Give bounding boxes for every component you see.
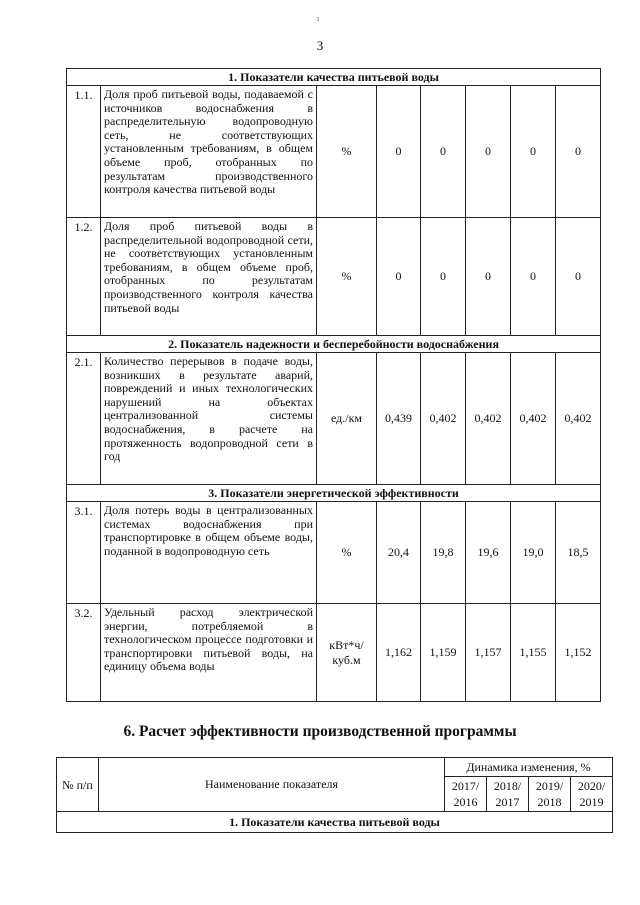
section-row xyxy=(67,69,601,86)
value-cell: 0 xyxy=(421,218,466,336)
value-cell: 0 xyxy=(466,218,511,336)
section-row xyxy=(67,485,601,502)
row-number: 3.2. xyxy=(67,604,101,702)
row-number: 3.1. xyxy=(67,502,101,604)
value-cell: 0,402 xyxy=(511,353,556,485)
value-cell: 0,439 xyxy=(377,353,421,485)
indicator-name: Количество перерывов в подаче воды, возникших в результате аварий, повреждений и иных технологических нарушений на объектах централизованной системы водоснабжения, в расчете на протяженность водопроводной сети в год xyxy=(101,353,317,485)
value-cell: 20,4 xyxy=(377,502,421,604)
row-number: 2.1. xyxy=(67,353,101,485)
value-cell: 1,162 xyxy=(377,604,421,702)
efficiency-table xyxy=(56,757,613,833)
indicator-name: Удельный расход электрической энергии, потребляемой в технологическом процессе подготовки и транспортировки питьевой воды, на единицу объема воды xyxy=(101,604,317,702)
page-number: 3 xyxy=(316,38,324,53)
dynamics-header: Динамика изменения, % xyxy=(445,758,613,777)
section-title: 1. Показатели качества питьевой воды xyxy=(67,69,601,86)
year-header: 2018/ 2017 xyxy=(487,777,529,812)
name-header: Наименование показателя xyxy=(99,758,445,812)
value-cell: 0 xyxy=(556,86,601,218)
value-cell: 0,402 xyxy=(421,353,466,485)
section-row xyxy=(67,336,601,353)
value-cell: 0 xyxy=(377,86,421,218)
value-cell: 0 xyxy=(511,218,556,336)
indicators-table-body xyxy=(67,69,601,702)
value-cell: 0,402 xyxy=(466,353,511,485)
efficiency-section-title: 1. Показатели качества питьевой воды xyxy=(57,812,613,833)
table-row xyxy=(67,86,601,218)
value-cell: 19,8 xyxy=(421,502,466,604)
num-header: № п/п xyxy=(57,758,99,812)
table-row xyxy=(67,604,601,702)
value-cell: 19,0 xyxy=(511,502,556,604)
row-number: 1.2. xyxy=(67,218,101,336)
value-cell: 0,402 xyxy=(556,353,601,485)
unit: кВт*ч/ куб.м xyxy=(317,604,377,702)
unit: % xyxy=(317,86,377,218)
section-6-title: 6. Расчет эффективности производственной программы xyxy=(123,723,517,740)
efficiency-table-header-row xyxy=(57,758,613,777)
unit: % xyxy=(317,502,377,604)
table-row xyxy=(67,502,601,604)
section-title: 3. Показатели энергетической эффективности xyxy=(67,485,601,502)
page-mark: з xyxy=(316,14,320,23)
year-header: 2020/ 2019 xyxy=(571,777,613,812)
year-header: 2017/ 2016 xyxy=(445,777,487,812)
indicator-name: Доля проб питьевой воды, подаваемой с источников водоснабжения в распределительную водопроводную сеть, не соответствующих установленным требованиям, в общем объеме проб, отобранных по результатам производственного контроля качества питьевой воды xyxy=(101,86,317,218)
value-cell: 1,155 xyxy=(511,604,556,702)
table-row xyxy=(67,353,601,485)
unit: ед./км xyxy=(317,353,377,485)
value-cell: 0 xyxy=(556,218,601,336)
value-cell: 0 xyxy=(421,86,466,218)
indicators-table xyxy=(66,68,601,702)
table-row xyxy=(67,218,601,336)
value-cell: 18,5 xyxy=(556,502,601,604)
value-cell: 1,159 xyxy=(421,604,466,702)
year-header: 2019/ 2018 xyxy=(529,777,571,812)
value-cell: 0 xyxy=(511,86,556,218)
unit: % xyxy=(317,218,377,336)
value-cell: 1,157 xyxy=(466,604,511,702)
indicator-name: Доля потерь воды в централизованных системах водоснабжения при транспортировке в общем объеме воды, поданной в водопроводную сеть xyxy=(101,502,317,604)
indicator-name: Доля проб питьевой воды в распределительной водопроводной сети, не соответствующих установленным требованиям, в общем объеме проб, отобранных по результатам производственного контроля качества питьевой воды xyxy=(101,218,317,336)
value-cell: 0 xyxy=(377,218,421,336)
value-cell: 19,6 xyxy=(466,502,511,604)
efficiency-section-row xyxy=(57,812,613,833)
section-title: 2. Показатель надежности и бесперебойности водоснабжения xyxy=(67,336,601,353)
value-cell: 1,152 xyxy=(556,604,601,702)
value-cell: 0 xyxy=(466,86,511,218)
row-number: 1.1. xyxy=(67,86,101,218)
